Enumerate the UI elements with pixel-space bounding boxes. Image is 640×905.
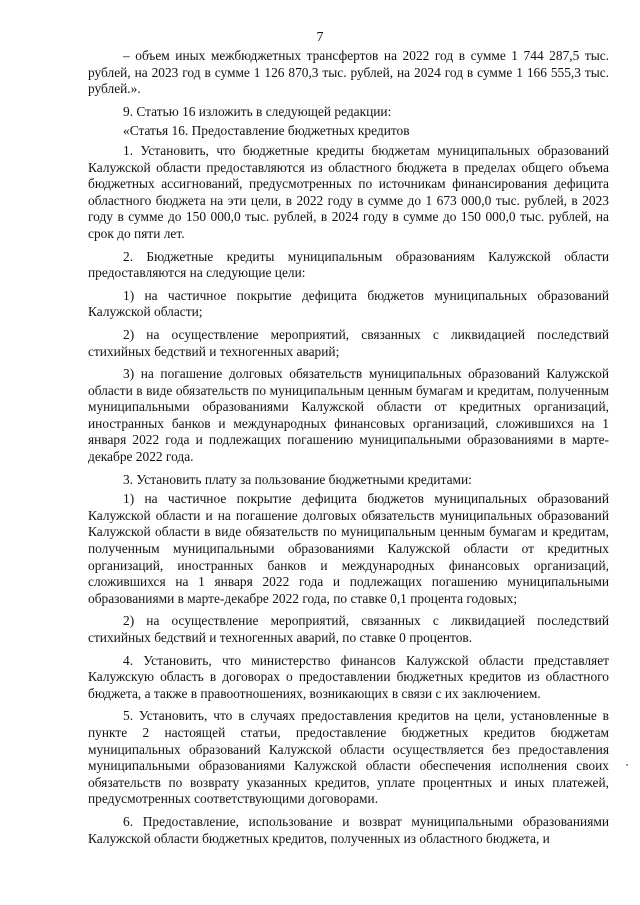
paragraph-other-transfers: – объем иных межбюджетных трансфертов на 2022 год в сумме 1 744 287,5 тыс. рублей, на 2023 год в сумме 1 126 870,3 тыс. рублей, на 2024 год в сумме 1 166 555,3 тыс. рублей.». (88, 48, 609, 97)
paragraph-item-6: 6. Предоставление, использование и возврат муниципальными образованиями Калужской области бюджетных кредитов, полученных из областного бюджета, и (88, 813, 609, 846)
paragraph-item-5: 5. Установить, что в случаях предоставления кредитов на цели, установленные в пункте 2 настоящей статьи, предоставление бюджетных кредитов бюджетам муниципальных образований Калужской области осуществляется без предоставления муниципальными образованиями Калужской области обеспечения исполнения своих обязательств по возврату указанных кредитов, уплате процентных и иных платежей, предусмотренных соответствующими договорами. (88, 708, 609, 807)
paragraph-item-2-sub-2: 2) на осуществление мероприятий, связанных с ликвидацией последствий стихийных бедствий и техногенных аварий; (88, 326, 609, 359)
paragraph-item-4: 4. Установить, что министерство финансов Калужской области представляет Калужскую область в договорах о предоставлении бюджетных кредитов из областного бюджета, а также в правоотношениях, возникающих в связи с их заключением. (88, 652, 609, 701)
paragraph-item-1: 1. Установить, что бюджетные кредиты бюджетам муниципальных образований Калужской области предоставляются из областного бюджета в пределах общего объема бюджетных ассигнований, предусмотренных по источникам финансирования дефицита областного бюджета на эти цели, в 2022 году в сумме до 1 673 000,0 тыс. рублей, в 2023 году в сумме до 150 000,0 тыс. рублей, в 2024 году в сумме до 150 000,0 тыс. рублей, на срок до пяти лет. (88, 142, 609, 241)
paragraph-amend-article-16: 9. Статью 16 изложить в следующей редакции: (123, 103, 392, 119)
document-body (88, 48, 609, 847)
scan-speck (626, 764, 628, 766)
page-number: 7 (316, 30, 324, 45)
paragraph-item-3-sub-2: 2) на осуществление мероприятий, связанных с ликвидацией последствий стихийных бедствий и техногенных аварий, по ставке 0 процентов. (88, 613, 609, 645)
paragraph-item-2-sub-3: 3) на погашение долговых обязательств муниципальных образований Калужской области в виде обязательств по муниципальным ценным бумагам и кредитам, полученным муниципальными образованиями Калужской области от кредитных организаций, иностранных банков и международных финансовых организаций, сложившихся на 1 января 2022 года и подлежащих погашению муниципальными образованиями в марте-декабре 2022 года. (88, 366, 609, 465)
paragraph-item-2: 2. Бюджетные кредиты муниципальным образованиям Калужской области предоставляются на следующие цели: (88, 248, 609, 281)
paragraph-item-3: 3. Установить плату за пользование бюджетными кредитами: (123, 471, 472, 487)
article-16-heading: «Статья 16. Предоставление бюджетных кредитов (123, 123, 410, 139)
paragraph-item-3-sub-1: 1) на частичное покрытие дефицита бюджетов муниципальных образований Калужской области и на погашение долговых обязательств муниципальных образований Калужской области в виде обязательств по муниципальным ценным бумагам и кредитам, полученным муниципальными образованиями Калужской области от кредитных организаций, иностранных банков и международных финансовых организаций, сложившихся на 1 января 2022 года и подлежащих погашению муниципальными образованиями в марте-декабре 2022 года, по ставке 0,1 процента годовых; (88, 491, 609, 606)
paragraph-item-2-sub-1: 1) на частичное покрытие дефицита бюджетов муниципальных образований Калужской области; (88, 287, 609, 320)
